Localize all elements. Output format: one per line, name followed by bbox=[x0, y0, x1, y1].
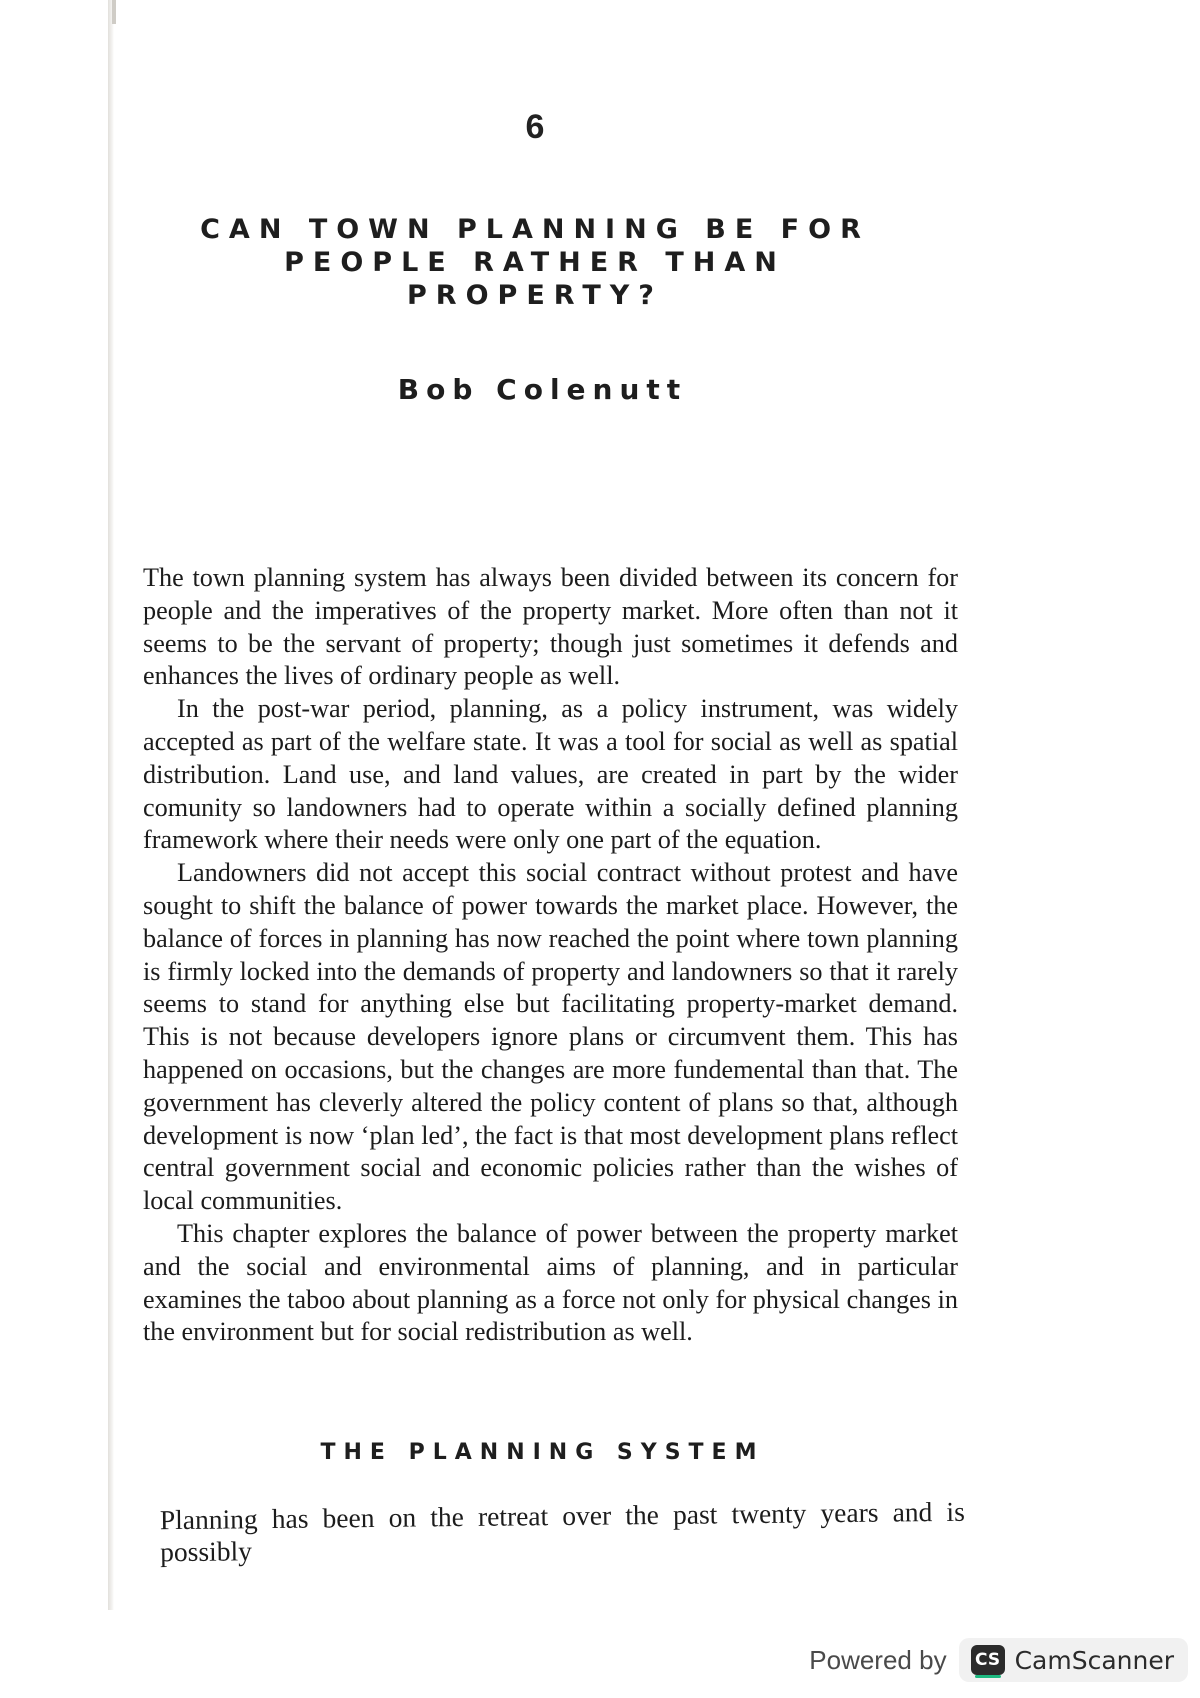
scan-shadow-edge bbox=[108, 0, 114, 1610]
paragraph-intro: The town planning system has always been divided between its concern for people and the imperatives of the property market. More often than not it seems to be the servant of property; though just sometimes it defends and enhances the lives of ordinary people as well. bbox=[143, 563, 958, 691]
paragraph-chapter-aims: This chapter explores the balance of power between the property market and the social and environmental aims of planning, and in particular examines the taboo about planning as a force not only for physical changes in the environment but for social redistribution as well. bbox=[143, 1218, 958, 1347]
paragraph-post-war: In the post-war period, planning, as a policy instrument, was widely accepted as part of the welfare state. It was a tool for social as well as spatial distribution. Land use, and land values, are created in part by the wider comunity so landowners had to operate within a socially defined planning framework where their needs were only one part of the equation. bbox=[143, 694, 958, 855]
camscanner-badge bbox=[959, 1638, 1188, 1682]
powered-by-label: Powered by bbox=[809, 1644, 947, 1675]
paragraph-landowners: Landowners did not accept this social contract without protest and have sought to shift the balance of power towards the market place. However, the balance of forces in planning has now reached the point where town planning is firmly locked into the demands of property and landowners so that it rarely seems to stand for anything else but facilitating property-market demand. This is not because developers ignore plans or circumvent them. This has happened on occasions, but the changes are more fundemental than that. The government has cleverly altered the policy content of plans so that, although development is now ‘plan led’, the fact is that most development plans reflect central government social and economic policies rather than the wishes of local communities. bbox=[143, 858, 958, 1216]
camscanner-brand-name: CamScanner bbox=[1014, 1645, 1174, 1675]
section-heading: THE PLANNING SYSTEM bbox=[320, 1440, 765, 1465]
chapter-body bbox=[143, 562, 958, 1349]
chapter-title: CAN TOWN PLANNING BE FOR PEOPLE RATHER THAN PROPERTY? bbox=[200, 214, 870, 311]
camscanner-logo-icon: CS bbox=[971, 1645, 1005, 1675]
section-first-line: Planning has been on the retreat over the past twenty years and is possibly bbox=[159, 1495, 965, 1568]
chapter-author: Bob Colenutt bbox=[397, 373, 688, 406]
camscanner-watermark bbox=[809, 1638, 1188, 1682]
chapter-number: 6 bbox=[525, 108, 545, 146]
